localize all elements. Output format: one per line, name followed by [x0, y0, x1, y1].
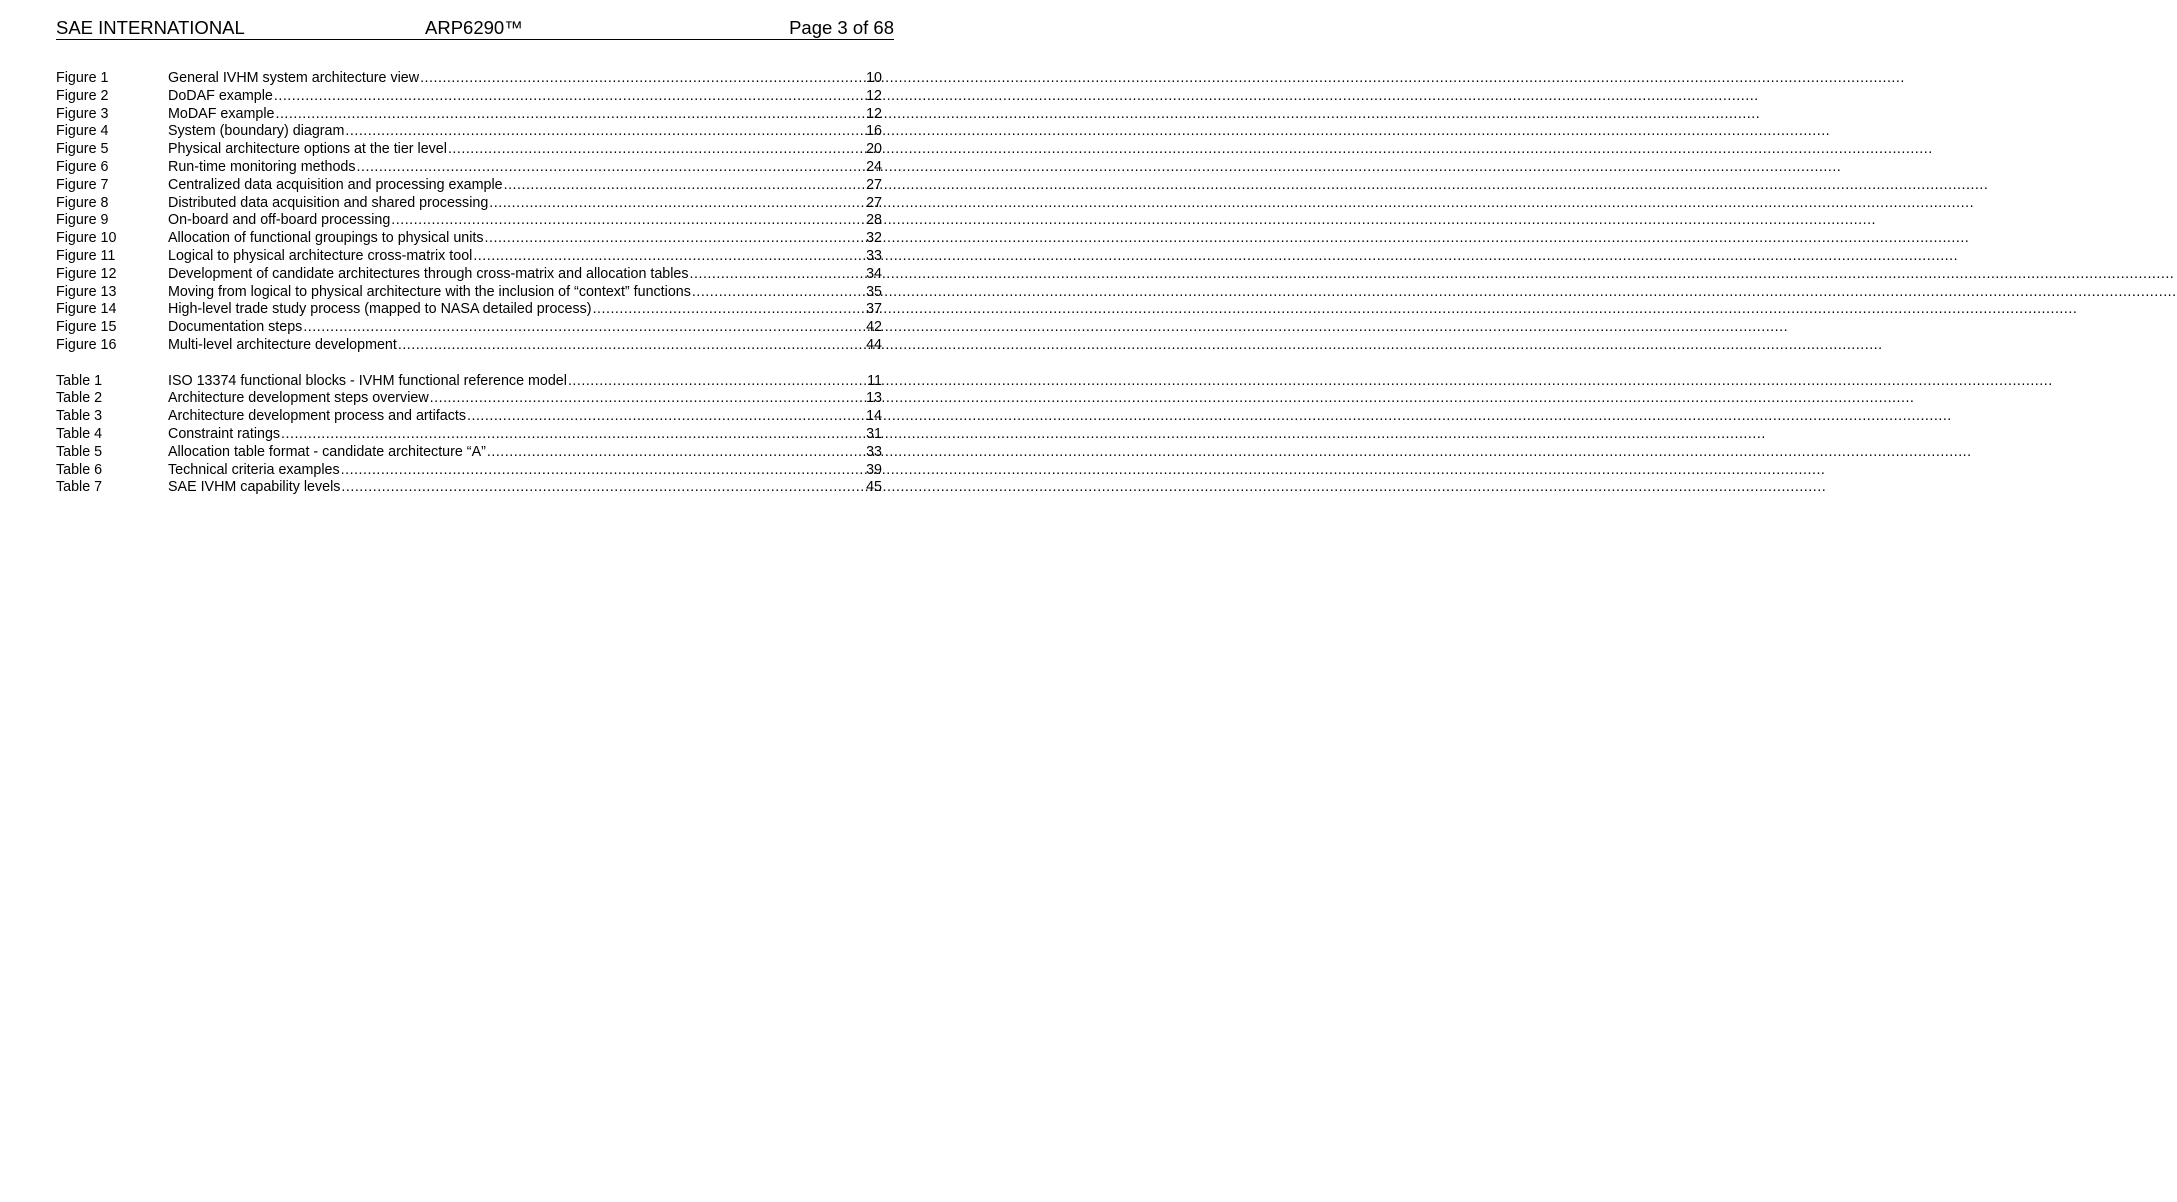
- entry-page-number: 11: [867, 372, 882, 389]
- entry-title: Documentation steps: [168, 319, 303, 336]
- dot-leader: [489, 195, 865, 213]
- dot-leader: [692, 284, 865, 302]
- entry-page-number: 45: [866, 479, 882, 496]
- figure-entry[interactable]: [56, 195, 882, 213]
- entry-label: Figure 14: [56, 301, 117, 318]
- entry-label: Figure 11: [56, 247, 116, 264]
- entry-label: Figure 13: [56, 283, 117, 300]
- figure-entry[interactable]: [56, 212, 882, 230]
- entry-label: Table 4: [56, 425, 103, 442]
- entry-label: Figure 10: [56, 230, 117, 247]
- figure-entry[interactable]: [56, 123, 882, 141]
- entry-title: Constraint ratings: [168, 425, 281, 442]
- entry-page-number: 42: [866, 319, 882, 336]
- entry-label: Figure 2: [56, 87, 109, 104]
- entry-label: Figure 6: [56, 158, 109, 175]
- dot-leader: [341, 462, 865, 480]
- entry-label: Figure 16: [56, 336, 117, 353]
- table-entry[interactable]: [56, 390, 882, 408]
- dot-leader: [467, 408, 865, 426]
- dot-leader: [593, 301, 866, 319]
- entry-label: Figure 7: [56, 176, 109, 193]
- figure-entry[interactable]: [56, 284, 882, 302]
- entry-page-number: 33: [866, 247, 882, 264]
- entry-page-number: 16: [866, 123, 882, 140]
- entry-label: Table 6: [56, 461, 103, 478]
- dot-leader: [398, 337, 865, 355]
- entry-page-number: 24: [866, 158, 882, 175]
- entry-page-number: 39: [866, 461, 882, 478]
- entry-title: On-board and off-board processing: [168, 212, 391, 229]
- figure-entry[interactable]: [56, 230, 882, 248]
- dot-leader: [275, 106, 865, 124]
- entry-label: Figure 5: [56, 141, 109, 158]
- entry-label: Figure 3: [56, 105, 109, 122]
- entry-label: Table 5: [56, 443, 103, 460]
- section-gap: [56, 355, 882, 373]
- dot-leader: [303, 319, 865, 337]
- entry-label: Table 7: [56, 479, 103, 496]
- entry-title: System (boundary) diagram: [168, 123, 345, 140]
- figure-entry[interactable]: [56, 70, 882, 88]
- entry-title: ISO 13374 functional blocks - IVHM functional reference model: [168, 372, 567, 389]
- entry-title: Centralized data acquisition and processing example: [168, 176, 503, 193]
- dot-leader: [281, 426, 865, 444]
- figure-entry[interactable]: [56, 248, 882, 266]
- entry-title: General IVHM system architecture view: [168, 70, 420, 86]
- entry-page-number: 34: [866, 265, 882, 282]
- figure-entry[interactable]: [56, 106, 882, 124]
- entry-page-number: 10: [866, 70, 882, 86]
- dot-leader: [357, 159, 866, 177]
- table-entry[interactable]: [56, 479, 882, 497]
- dot-leader: [420, 70, 865, 88]
- figure-entry[interactable]: [56, 88, 882, 106]
- list-of-figures-and-tables: [56, 70, 882, 497]
- table-entry[interactable]: [56, 408, 882, 426]
- entry-title: Allocation table format - candidate architecture “A”: [168, 443, 486, 460]
- entry-page-number: 12: [866, 87, 882, 104]
- entry-title: Allocation of functional groupings to physical units: [168, 230, 484, 247]
- list-of-figures: [56, 70, 882, 355]
- entry-label: Figure 12: [56, 265, 117, 282]
- entry-label: Figure 4: [56, 123, 109, 140]
- dot-leader: [341, 479, 865, 497]
- entry-title: Technical criteria examples: [168, 461, 340, 478]
- figure-entry[interactable]: [56, 319, 882, 337]
- dot-leader: [485, 230, 866, 248]
- entry-title: Logical to physical architecture cross-matrix tool: [168, 247, 473, 264]
- entry-label: Figure 15: [56, 319, 117, 336]
- figure-entry[interactable]: [56, 177, 882, 195]
- entry-label: Figure 9: [56, 212, 109, 229]
- list-of-tables: [56, 373, 882, 498]
- entry-page-number: 27: [866, 176, 882, 193]
- entry-title: Development of candidate architectures through cross-matrix and allocation tables: [168, 265, 689, 282]
- entry-page-number: 13: [866, 390, 882, 407]
- entry-page-number: 14: [866, 408, 882, 425]
- entry-page-number: 44: [866, 336, 882, 353]
- header-page-number: Page 3 of 68: [789, 17, 894, 38]
- entry-title: High-level trade study process (mapped to NASA detailed process): [168, 301, 592, 318]
- table-entry[interactable]: [56, 373, 882, 391]
- entry-label: Table 3: [56, 408, 103, 425]
- entry-label: Table 1: [56, 372, 103, 389]
- header-organization: SAE INTERNATIONAL: [56, 17, 245, 38]
- dot-leader: [345, 123, 865, 141]
- entry-page-number: 12: [866, 105, 882, 122]
- entry-title: Physical architecture options at the tier level: [168, 141, 447, 158]
- table-entry[interactable]: [56, 462, 882, 480]
- table-entry[interactable]: [56, 444, 882, 462]
- entry-title: MoDAF example: [168, 105, 275, 122]
- entry-page-number: 31: [866, 425, 882, 442]
- entry-page-number: 28: [866, 212, 882, 229]
- entry-label: Table 2: [56, 390, 103, 407]
- entry-title: Run-time monitoring methods: [168, 158, 356, 175]
- figure-entry[interactable]: [56, 159, 882, 177]
- dot-leader: [430, 390, 865, 408]
- entry-title: Architecture development process and artifacts: [168, 408, 467, 425]
- entry-title: DoDAF example: [168, 87, 273, 104]
- dot-leader: [568, 373, 866, 391]
- dot-leader: [487, 444, 865, 462]
- dot-leader: [473, 248, 865, 266]
- figure-entry[interactable]: [56, 141, 882, 159]
- entry-title: SAE IVHM capability levels: [168, 479, 341, 496]
- entry-title: Architecture development steps overview: [168, 390, 429, 407]
- dot-leader: [274, 88, 865, 106]
- entry-title: Distributed data acquisition and shared processing: [168, 194, 489, 211]
- entry-title: Multi-level architecture development: [168, 336, 397, 353]
- entry-page-number: 37: [866, 301, 882, 318]
- dot-leader: [448, 141, 865, 159]
- figure-entry[interactable]: [56, 301, 882, 319]
- entry-page-number: 20: [866, 141, 882, 158]
- page-header: [56, 17, 894, 40]
- dot-leader: [690, 266, 866, 284]
- entry-page-number: 33: [866, 443, 882, 460]
- entry-page-number: 35: [866, 283, 882, 300]
- entry-label: Figure 8: [56, 194, 109, 211]
- table-entry[interactable]: [56, 426, 882, 444]
- entry-label: Figure 1: [56, 70, 109, 86]
- figure-entry[interactable]: [56, 266, 882, 284]
- figure-entry[interactable]: [56, 337, 882, 355]
- dot-leader: [391, 212, 865, 230]
- header-document-number: ARP6290™: [425, 17, 523, 38]
- entry-title: Moving from logical to physical architecture with the inclusion of “context” functions: [168, 283, 691, 300]
- entry-page-number: 27: [866, 194, 882, 211]
- dot-leader: [504, 177, 866, 195]
- entry-page-number: 32: [866, 230, 882, 247]
